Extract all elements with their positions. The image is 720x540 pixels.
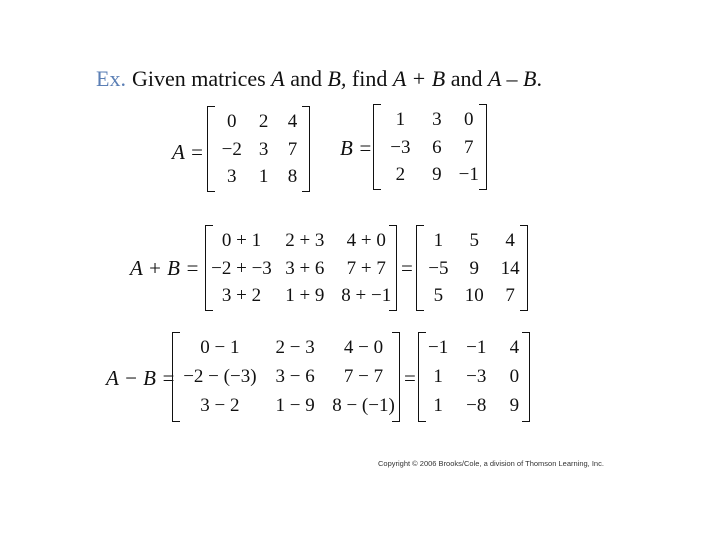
matrix-a (207, 106, 310, 192)
sum-expanded-cell: 3 + 2 (221, 285, 262, 307)
sum-equals: = (401, 256, 413, 280)
difference-expanded-cell: 7 − 7 (343, 366, 384, 388)
difference-result-cell: 9 (509, 395, 520, 416)
title-and-2: and (450, 66, 483, 91)
difference-result-cell: −1 (428, 337, 449, 359)
difference-expanded-cell: 8 − (−1) (332, 395, 395, 416)
title-expr-sum: A + B (392, 66, 446, 91)
sum-result-cell: 5 (433, 285, 444, 307)
sum-result-cell: 10 (464, 285, 484, 307)
difference-expanded-cell: −2 − (−3) (183, 366, 257, 388)
title-var-a: A (271, 66, 285, 91)
difference-expanded-cell: 0 − 1 (200, 337, 240, 359)
matrix-a-left-bracket (207, 106, 215, 192)
matrix-a-cell: 0 (226, 111, 237, 133)
matrix-b-right-bracket (479, 104, 487, 190)
matrix-b-cell: 3 (432, 109, 442, 131)
matrix-a-cell: 8 (287, 166, 298, 188)
title-var-b: B, (327, 66, 347, 91)
sum-expanded-cell: −2 + −3 (211, 257, 272, 279)
difference-result-cell: −8 (466, 395, 487, 416)
sum-result-cell: 1 (433, 230, 444, 252)
matrix-b-cell: −1 (458, 164, 479, 186)
difference-expanded-cell: 2 − 3 (275, 337, 315, 359)
matrix-b-cell: 7 (464, 136, 474, 158)
difference-expanded-cell: 3 − 2 (200, 395, 240, 416)
matrix-b-cell: 0 (464, 109, 474, 131)
sum-expanded-cell: 0 + 1 (221, 230, 262, 252)
matrix-a-cell: 3 (258, 138, 269, 160)
title-period: . (536, 66, 542, 91)
sum-result-cell: 9 (469, 257, 479, 279)
sum-result-cell: −5 (428, 257, 449, 279)
matrix-b-left-bracket (373, 104, 381, 190)
difference-expanded-cell: 3 − 6 (275, 366, 315, 388)
sum-expanded-cell: 4 + 0 (346, 230, 386, 252)
matrix-b-cell: 1 (395, 109, 406, 131)
example-prefix: Ex. (96, 66, 126, 91)
difference-expanded-left-bracket (172, 332, 180, 422)
sum-result-matrix (416, 225, 528, 311)
difference-result-cell: 4 (509, 337, 520, 359)
difference-result-cell: −3 (466, 366, 487, 388)
sum-label: A + B = (130, 256, 200, 280)
difference-result-right-bracket (522, 332, 530, 422)
difference-result-cell: 1 (433, 395, 443, 416)
sum-result-cell: 7 (505, 285, 515, 307)
sum-expanded-cell: 3 + 6 (285, 257, 325, 279)
matrix-b-cell: 6 (432, 136, 442, 158)
sum-expanded-matrix (205, 225, 397, 311)
difference-equals: = (404, 366, 416, 390)
sum-expanded-cell: 8 + −1 (341, 285, 392, 307)
title-expr-diff: A – B (487, 66, 537, 91)
difference-label: A − B = (106, 366, 176, 390)
title-text: Given matrices (131, 66, 266, 91)
title-and-1: and (290, 66, 322, 91)
sum-expanded-cell: 7 + 7 (346, 257, 386, 279)
difference-expanded-cell: 4 − 0 (343, 337, 384, 359)
difference-result-matrix (418, 332, 530, 422)
matrix-a-cell: 1 (258, 166, 269, 188)
sum-expanded-cell: 1 + 9 (285, 285, 325, 307)
matrix-b-cell: −3 (390, 136, 411, 158)
sum-result-cell: 5 (469, 230, 479, 252)
sum-result-right-bracket (520, 225, 528, 311)
copyright-notice: Copyright © 2006 Brooks/Cole, a division of Thomson Learning, Inc. (378, 459, 604, 468)
sum-result-cell: 14 (500, 257, 520, 279)
matrix-a-cell: −2 (221, 138, 242, 160)
difference-result-cell: 1 (433, 366, 443, 388)
title-find: find (351, 66, 388, 91)
matrix-b-cell: 2 (395, 164, 406, 186)
matrix-a-label: A = (172, 140, 204, 164)
sum-result-cell: 4 (505, 230, 515, 252)
difference-result-left-bracket (418, 332, 426, 422)
matrix-b-label: B = (340, 136, 373, 160)
sum-result-left-bracket (416, 225, 424, 311)
sum-expanded-cell: 2 + 3 (285, 230, 325, 252)
difference-result-cell: −1 (466, 337, 487, 359)
matrix-a-cell: 2 (258, 111, 269, 133)
difference-expanded-matrix (172, 332, 400, 422)
matrix-b-cell: 9 (432, 164, 442, 186)
matrix-a-right-bracket (302, 106, 310, 192)
example-title (96, 66, 542, 92)
matrix-a-cell: 3 (226, 166, 237, 188)
difference-expanded-cell: 1 − 9 (275, 395, 315, 416)
difference-result-cell: 0 (509, 366, 520, 388)
matrix-a-cell: 4 (287, 111, 298, 133)
matrix-b (373, 104, 487, 190)
matrix-a-cell: 7 (287, 138, 298, 160)
